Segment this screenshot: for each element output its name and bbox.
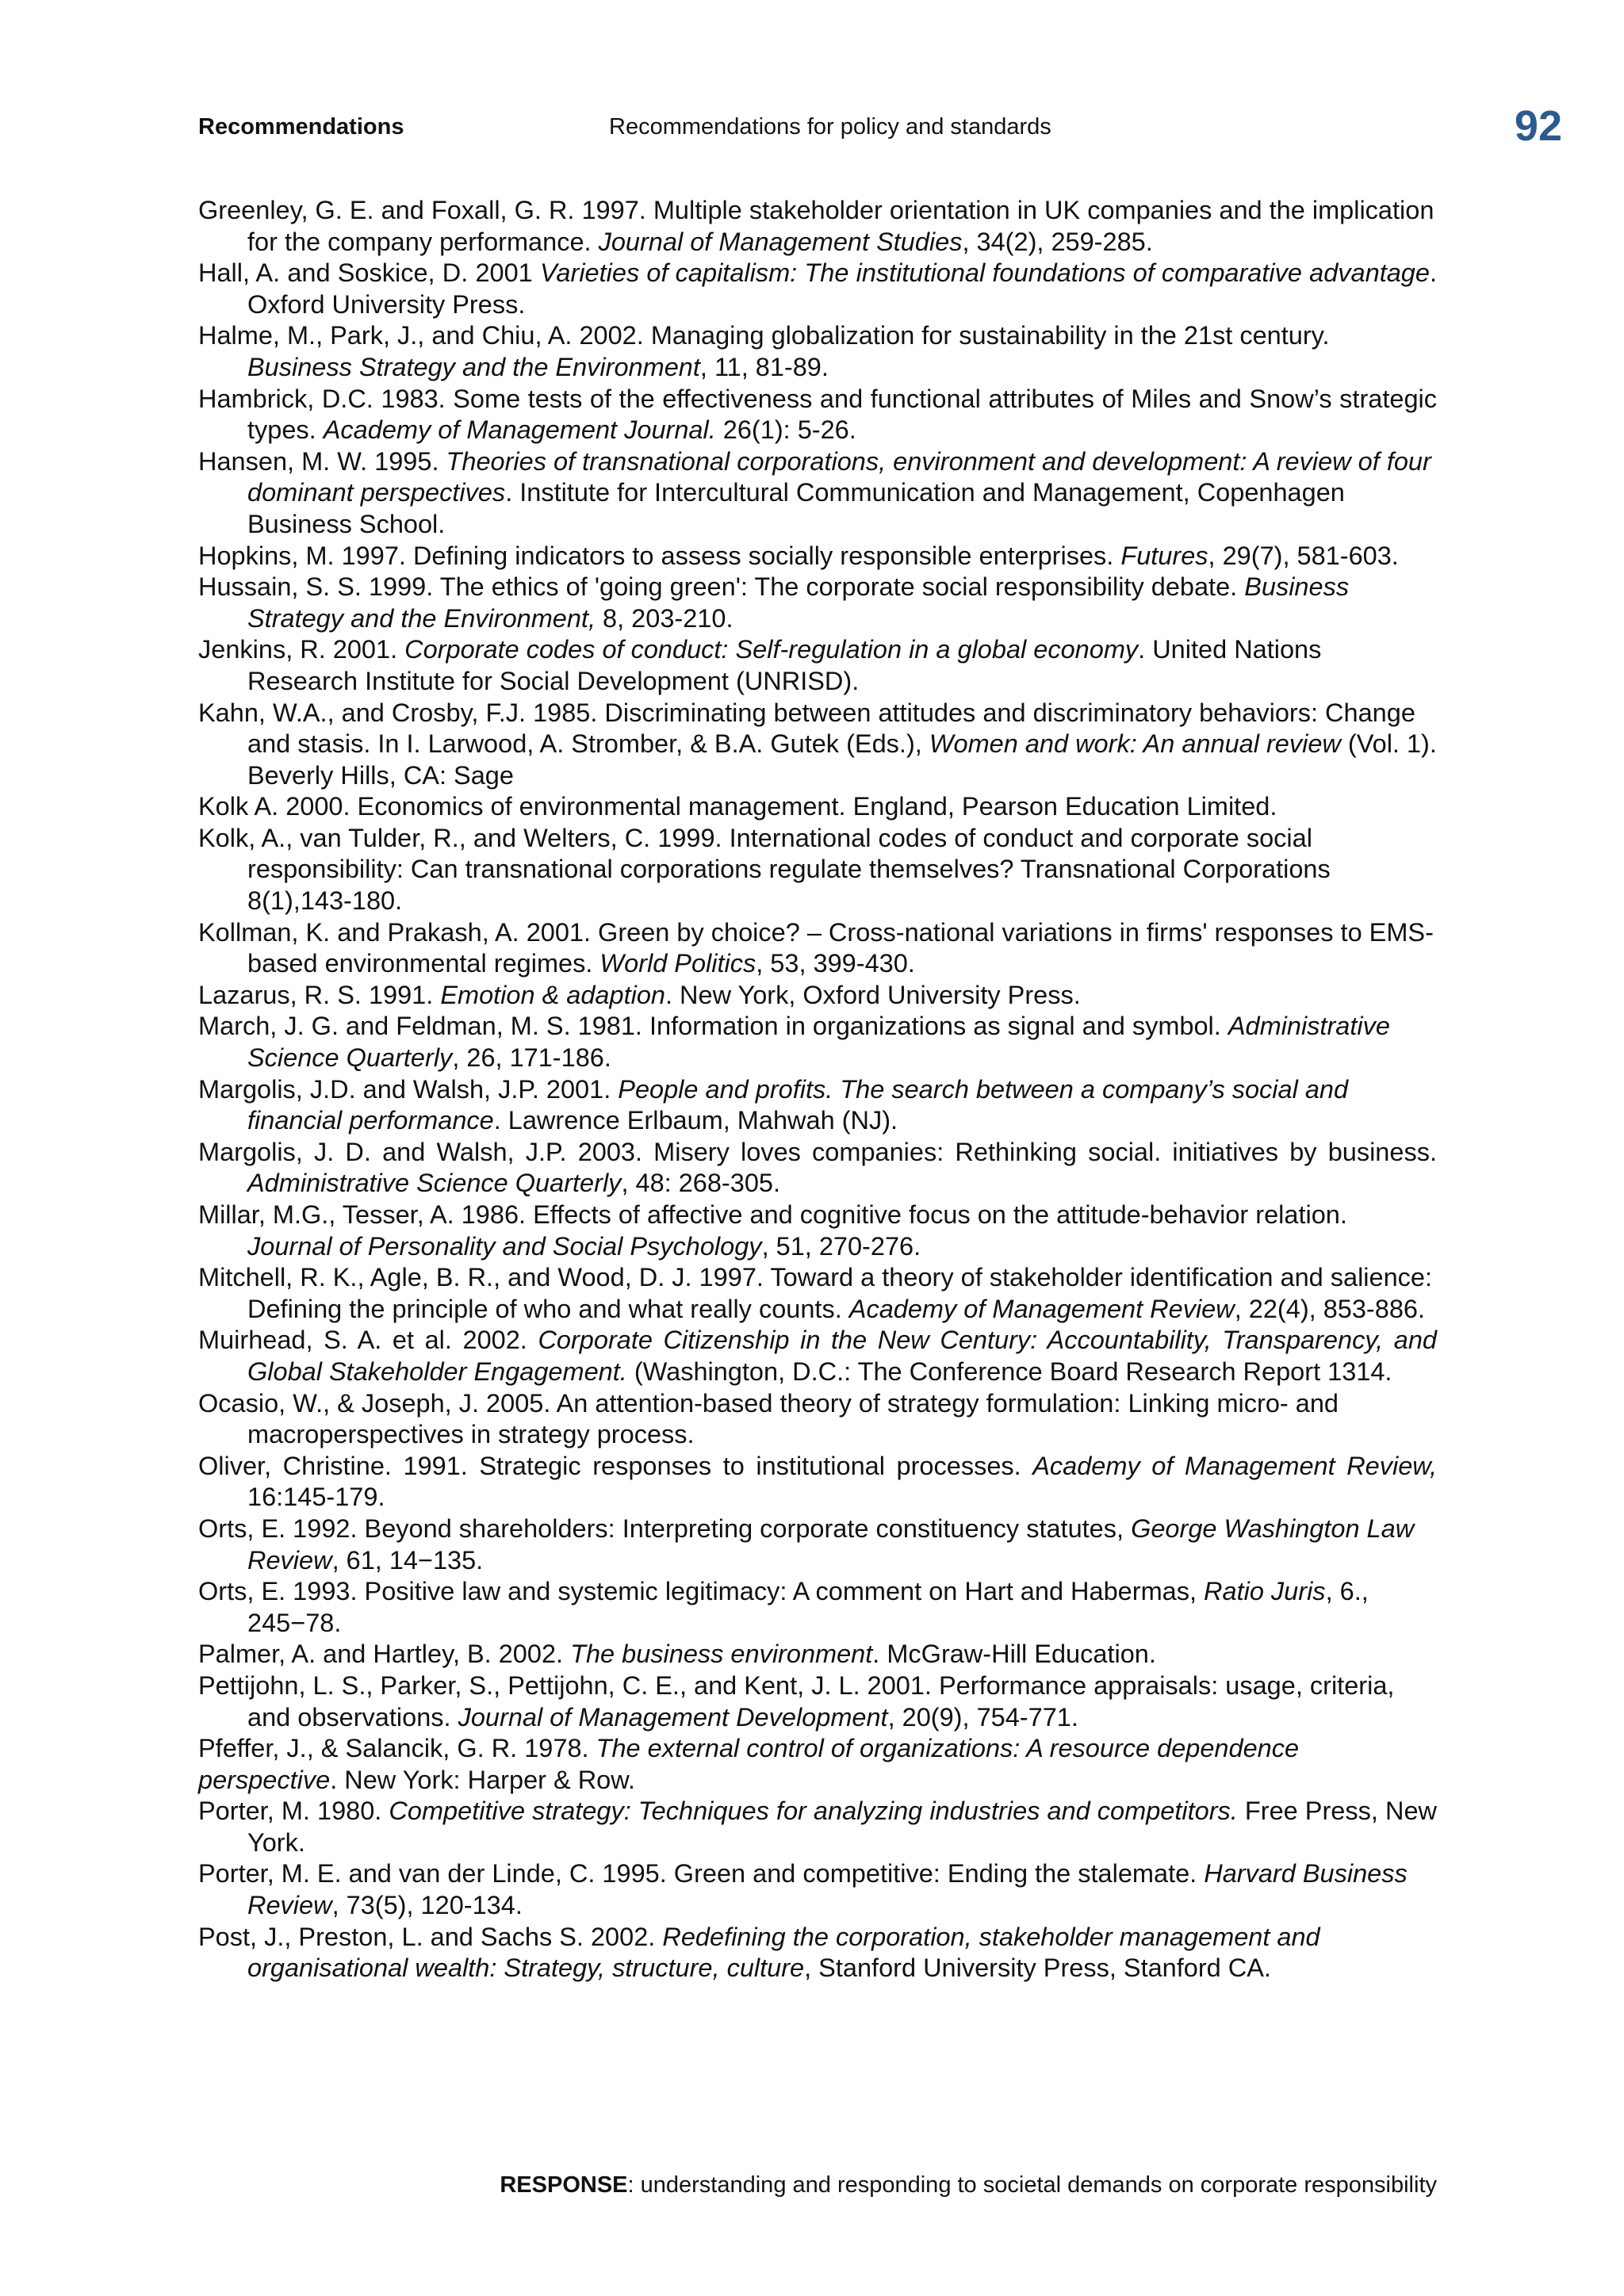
reference-text: Hall, A. and Soskice, D. 2001: [198, 258, 540, 288]
reference-text: Halme, M., Park, J., and Chiu, A. 2002. Managing globalization for sustainability in the 21st century.: [198, 321, 1330, 350]
reference-text: (Vol. 1). Beverly Hills, CA: Sage: [247, 729, 1437, 790]
reference-text: , 6., 245−78.: [247, 1577, 1369, 1637]
reference-text: 16:145-179.: [247, 1483, 385, 1512]
reference-text: Porter, M. 1980.: [198, 1797, 389, 1826]
reference-text: Lazarus, R. S. 1991.: [198, 980, 441, 1009]
reference-entry: [198, 195, 1437, 258]
reference-source-title: The external control of organizations: A resource dependence perspective: [198, 1734, 1300, 1794]
reference-entry: [198, 258, 1437, 320]
reference-text: Muirhead, S. A. et al. 2002.: [198, 1326, 538, 1355]
reference-source-title: World Politics: [599, 949, 756, 978]
reference-entry: [198, 698, 1437, 792]
reference-text: Hansen, M. W. 1995.: [198, 446, 446, 476]
reference-entry: [198, 446, 1437, 541]
reference-text: Hopkins, M. 1997. Defining indicators to assess socially responsible enterprises.: [198, 541, 1121, 570]
reference-text: Millar, M.G., Tesser, A. 1986. Effects of affective and cognitive focus on the attitude-behavior relation.: [198, 1200, 1347, 1229]
reference-source-title: Administrative Science Quarterly: [247, 1169, 622, 1198]
reference-entry: [198, 917, 1437, 980]
reference-text: Kollman, K. and Prakash, A. 2001. Green by choice? – Cross-national variations in firms' responses to EMS-based environmental regimes.: [198, 917, 1434, 978]
reference-source-title: Varieties of capitalism: The institutional foundations of comparative advantage: [539, 258, 1430, 288]
reference-source-title: Competitive strategy: Techniques for analyzing industries and competitors.: [389, 1797, 1238, 1826]
reference-source-title: Business Strategy and the Environment: [247, 352, 700, 381]
reference-text: , 53, 399-430.: [756, 949, 915, 978]
reference-entry: [198, 1733, 1437, 1796]
reference-source-title: Corporate Citizenship in the New Century: Accountability, Transparency, and Global Stakeholder Engagement.: [247, 1326, 1437, 1386]
reference-text: Kolk, A., van Tulder, R., and Welters, C. 1999. International codes of conduct and corporate social responsibility: Can transnational corporations regulate themselves? Transnational Corporations 8(1),143-180.: [198, 823, 1331, 916]
reference-source-title: Corporate codes of conduct: Self-regulation in a global economy: [404, 635, 1139, 664]
reference-text: Porter, M. E. and van der Linde, C. 1995. Green and competitive: Ending the stalemate.: [198, 1859, 1205, 1888]
reference-entry: [198, 1262, 1437, 1325]
reference-text: Pfeffer, J., & Salancik, G. R. 1978.: [198, 1734, 596, 1763]
reference-entry: [198, 1074, 1437, 1137]
reference-entry: [198, 1388, 1437, 1451]
reference-entry: [198, 980, 1437, 1012]
reference-source-title: Futures: [1120, 541, 1208, 570]
reference-text: , 20(9), 754-771.: [887, 1702, 1078, 1732]
reference-entry: [198, 1670, 1437, 1733]
page-number: 92: [1514, 102, 1562, 150]
reference-text: Orts, E. 1993. Positive law and systemic legitimacy: A comment on Hart and Habermas,: [198, 1577, 1205, 1606]
reference-entry: [198, 1796, 1437, 1858]
reference-entry: [198, 1858, 1437, 1921]
reference-entry: [198, 791, 1437, 823]
reference-source-title: Harvard Business Review: [247, 1859, 1408, 1920]
reference-source-title: Administrative Science Quarterly: [247, 1012, 1390, 1073]
page-footer: [500, 2172, 1437, 2198]
reference-entry: [198, 1922, 1437, 1984]
reference-text: Palmer, A. and Hartley, B. 2002.: [198, 1640, 571, 1669]
reference-source-title: Journal of Management Development: [458, 1702, 888, 1732]
reference-entry: [198, 634, 1437, 697]
reference-entry: [198, 1137, 1437, 1200]
reference-text: , 48: 268-305.: [621, 1169, 781, 1198]
reference-text: , 22(4), 853-886.: [1234, 1294, 1426, 1323]
reference-text: , 61, 14−135.: [331, 1545, 484, 1575]
reference-text: Orts, E. 1992. Beyond shareholders: Interpreting corporate constituency statutes,: [198, 1513, 1132, 1543]
reference-text: , Stanford University Press, Stanford CA.: [804, 1954, 1271, 1983]
reference-text: Margolis, J.D. and Walsh, J.P. 2001.: [198, 1074, 619, 1104]
reference-text: , 29(7), 581-603.: [1208, 541, 1399, 570]
reference-text: Post, J., Preston, L. and Sachs S. 2002.: [198, 1922, 663, 1951]
reference-text: Mitchell, R. K., Agle, B. R., and Wood, D. J. 1997. Toward a theory of stakeholder identification and salience: Defining the principle of who and what really counts.: [198, 1263, 1433, 1323]
reference-text: , 73(5), 120-134.: [331, 1891, 523, 1920]
reference-text: . Lawrence Erlbaum, Mahwah (NJ).: [493, 1106, 898, 1135]
reference-text: Oliver, Christine. 1991. Strategic responses to institutional processes.: [198, 1451, 1033, 1480]
reference-entry: [198, 1576, 1437, 1639]
reference-entry: [198, 384, 1437, 446]
reference-text: , 51, 270-276.: [761, 1231, 921, 1261]
reference-source-title: Journal of Personality and Social Psychology: [247, 1231, 762, 1261]
reference-text: Margolis, J. D. and Walsh, J.P. 2003. Misery loves companies: Rethinking social. initiatives by business.: [198, 1137, 1437, 1166]
reference-text: (Washington, D.C.: The Conference Board Research Report 1314.: [626, 1357, 1392, 1386]
reference-entry: [198, 1200, 1437, 1262]
reference-source-title: Academy of Management Journal.: [323, 415, 716, 445]
reference-text: . New York: Harper & Row.: [330, 1765, 635, 1794]
reference-entry: [198, 823, 1437, 917]
reference-text: Kolk A. 2000. Economics of environmental management. England, Pearson Education Limited.: [198, 792, 1277, 821]
reference-text: Free Press, New York.: [247, 1797, 1437, 1857]
reference-text: Hambrick, D.C. 1983. Some tests of the effectiveness and functional attributes of Miles and Snow’s strategic types.: [198, 384, 1437, 445]
reference-text: Kahn, W.A., and Crosby, F.J. 1985. Discriminating between attitudes and discriminatory behaviors: Change and stasis. In I. Larwood, A. Stromber, & B.A. Gutek (Eds.),: [198, 698, 1415, 759]
reference-text: Pettijohn, L. S., Parker, S., Pettijohn, C. E., and Kent, J. L. 2001. Performance appraisals: usage, criteria, and observations.: [198, 1670, 1395, 1732]
reference-text: Ocasio, W., & Joseph, J. 2005. An attention-based theory of strategy formulation: Linking micro- and macroperspectives in strategy process.: [198, 1388, 1339, 1449]
reference-source-title: Academy of Management Review: [848, 1294, 1235, 1323]
reference-text: , 26, 171-186.: [452, 1043, 611, 1073]
reference-text: 26(1): 5-26.: [715, 415, 856, 445]
reference-source-title: Journal of Management Studies: [598, 227, 963, 256]
footer-project-name: RESPONSE: [500, 2172, 628, 2198]
header-title: Recommendations for policy and standards: [609, 114, 1051, 140]
reference-source-title: Redefining the corporation, stakeholder management and organisational wealth: Strategy, structure, culture: [247, 1922, 1320, 1983]
reference-source-title: Ratio Juris: [1204, 1577, 1326, 1606]
reference-text: . New York, Oxford University Press.: [665, 980, 1081, 1009]
reference-entry: [198, 1639, 1437, 1670]
reference-source-title: George Washington Law Review: [247, 1513, 1415, 1575]
header-section-label: Recommendations: [198, 114, 404, 140]
reference-entry: [198, 572, 1437, 634]
reference-source-title: The business environment: [570, 1640, 873, 1669]
reference-source-title: Business Strategy and the Environment,: [247, 572, 1350, 633]
reference-source-title: Emotion & adaption: [440, 980, 665, 1009]
reference-list: [198, 195, 1437, 1984]
reference-text: , 34(2), 259-285.: [962, 227, 1153, 256]
reference-source-title: Academy of Management Review,: [1032, 1451, 1437, 1480]
reference-entry: [198, 541, 1437, 572]
footer-text: : understanding and responding to societal demands on corporate responsibility: [627, 2172, 1437, 2198]
reference-text: . McGraw-Hill Education.: [872, 1640, 1156, 1669]
reference-text: 8, 203-210.: [596, 603, 733, 633]
reference-source-title: Theories of transnational corporations, environment and development: A review of four dominant perspectives: [247, 446, 1431, 507]
reference-entry: [198, 1451, 1437, 1513]
reference-text: , 11, 81-89.: [699, 352, 829, 381]
reference-text: . Institute for Intercultural Communication and Management, Copenhagen Business School.: [247, 478, 1345, 538]
reference-text: Jenkins, R. 2001.: [198, 635, 405, 664]
reference-text: Greenley, G. E. and Foxall, G. R. 1997. Multiple stakeholder orientation in UK companies and the implication for the company performance.: [198, 196, 1434, 256]
reference-entry: [198, 320, 1437, 383]
reference-text: Hussain, S. S. 1999. The ethics of 'going green': The corporate social responsibility debate.: [198, 572, 1245, 602]
reference-entry: [198, 1011, 1437, 1073]
reference-source-title: Women and work: An annual review: [929, 729, 1341, 759]
reference-source-title: People and profits. The search between a company’s social and financial performance: [247, 1074, 1349, 1135]
page-header: [198, 101, 1562, 157]
reference-entry: [198, 1325, 1437, 1387]
reference-text: . United Nations Research Institute for Social Development (UNRISD).: [247, 635, 1322, 695]
reference-text: March, J. G. and Feldman, M. S. 1981. Information in organizations as signal and symbol.: [198, 1012, 1228, 1041]
reference-entry: [198, 1513, 1437, 1576]
reference-text: . Oxford University Press.: [247, 258, 1437, 319]
